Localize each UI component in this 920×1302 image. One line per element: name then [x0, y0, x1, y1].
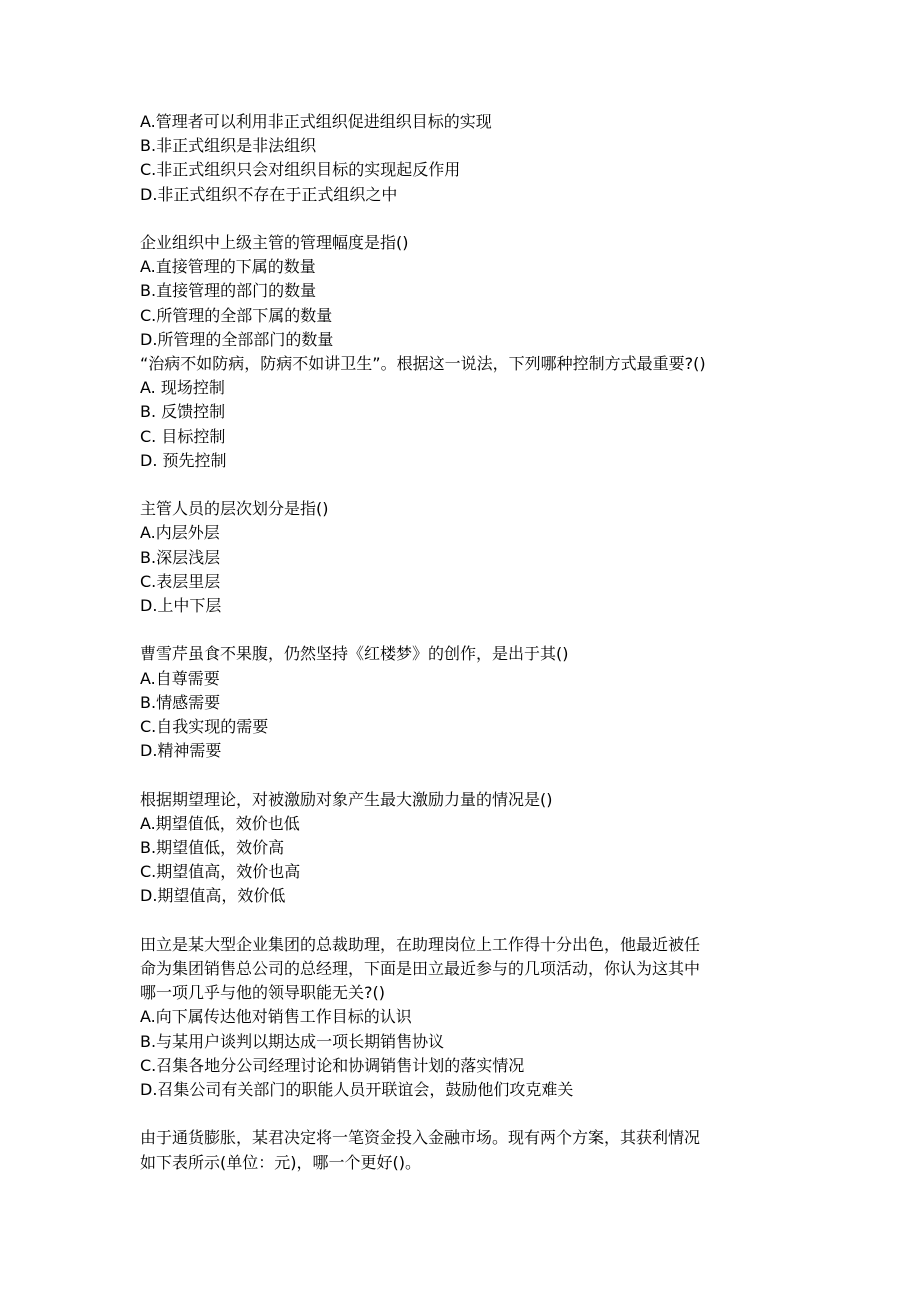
option-b: B.情感需要: [140, 692, 221, 712]
question-block-6: [140, 788, 790, 909]
question-text: “治病不如防病，防病不如讲卫生”。根据这一说法，下列哪种控制方式最重要?(): [140, 354, 706, 374]
option-d: D. 预先控制: [140, 450, 227, 470]
spacer: [140, 618, 790, 642]
option-d: D.上中下层: [140, 596, 222, 616]
option-c: C.期望值高，效价也高: [140, 862, 301, 882]
option-d: D.期望值高，效价低: [140, 886, 286, 906]
option-b: B.深层浅层: [140, 547, 221, 567]
option-d: D.非正式组织不存在于正式组织之中: [140, 184, 398, 204]
question-block-7: [140, 933, 790, 1102]
spacer: [140, 1102, 790, 1126]
question-text-line-2: 命为集团销售总公司的总经理，下面是田立最近参与的几项活动，你认为这其中: [140, 959, 701, 979]
option-a: A.直接管理的下属的数量: [140, 257, 316, 277]
option-b: B.直接管理的部门的数量: [140, 281, 317, 301]
question-block-5: [140, 642, 790, 763]
question-block-2: [140, 231, 790, 352]
option-b: B. 反馈控制: [140, 402, 226, 422]
option-b: B.与某用户谈判以期达成一项长期销售协议: [140, 1031, 445, 1051]
option-a: A.管理者可以利用非正式组织促进组织目标的实现: [140, 112, 492, 131]
document-page: [140, 110, 790, 1175]
option-c: C.所管理的全部下属的数量: [140, 305, 333, 325]
option-c: C.自我实现的需要: [140, 717, 269, 737]
question-block-3: [140, 352, 790, 473]
spacer: [140, 207, 790, 231]
option-a: A.期望值低，效价也低: [140, 813, 300, 833]
option-d: D.精神需要: [140, 741, 222, 761]
question-text: 企业组织中上级主管的管理幅度是指(): [140, 233, 409, 252]
option-d: D.所管理的全部部门的数量: [140, 329, 334, 349]
spacer: [140, 763, 790, 787]
question-text-line-3: 哪一项几乎与他的领导职能无关?(): [140, 983, 385, 1003]
option-c: C.非正式组织只会对组织目标的实现起反作用: [140, 160, 461, 180]
question-text: 根据期望理论，对被激励对象产生最大激励力量的情况是(): [140, 789, 553, 809]
question-block-1: [140, 110, 790, 207]
option-c: C. 目标控制: [140, 426, 226, 446]
spacer: [140, 909, 790, 933]
question-text-line-1: 田立是某大型企业集团的总裁助理，在助理岗位上工作得十分出色，他最近被任: [140, 934, 701, 954]
option-a: A.自尊需要: [140, 668, 220, 688]
option-d: D.召集公司有关部门的职能人员开联谊会，鼓励他们攻克难关: [140, 1080, 574, 1100]
option-b: B.期望值低，效价高: [140, 838, 285, 858]
option-b: B.非正式组织是非法组织: [140, 136, 317, 156]
option-a: A.向下属传达他对销售工作目标的认识: [140, 1007, 412, 1027]
question-text: 曹雪芹虽食不果腹，仍然坚持《红楼梦》的创作，是出于其(): [140, 644, 569, 664]
option-c: C.召集各地分公司经理讨论和协调销售计划的落实情况: [140, 1055, 525, 1075]
question-text-line-1: 由于通货膨胀，某君决定将一笔资金投入金融市场。现有两个方案，其获利情况: [140, 1128, 701, 1148]
question-text-line-2: 如下表所示(单位：元)，哪一个更好()。: [140, 1152, 421, 1172]
option-a: A. 现场控制: [140, 378, 225, 398]
question-text: 主管人员的层次划分是指(): [140, 499, 329, 519]
option-a: A.内层外层: [140, 523, 220, 543]
spacer: [140, 473, 790, 497]
option-c: C.表层里层: [140, 571, 221, 591]
question-block-4: [140, 497, 790, 618]
question-block-8: [140, 1126, 790, 1174]
